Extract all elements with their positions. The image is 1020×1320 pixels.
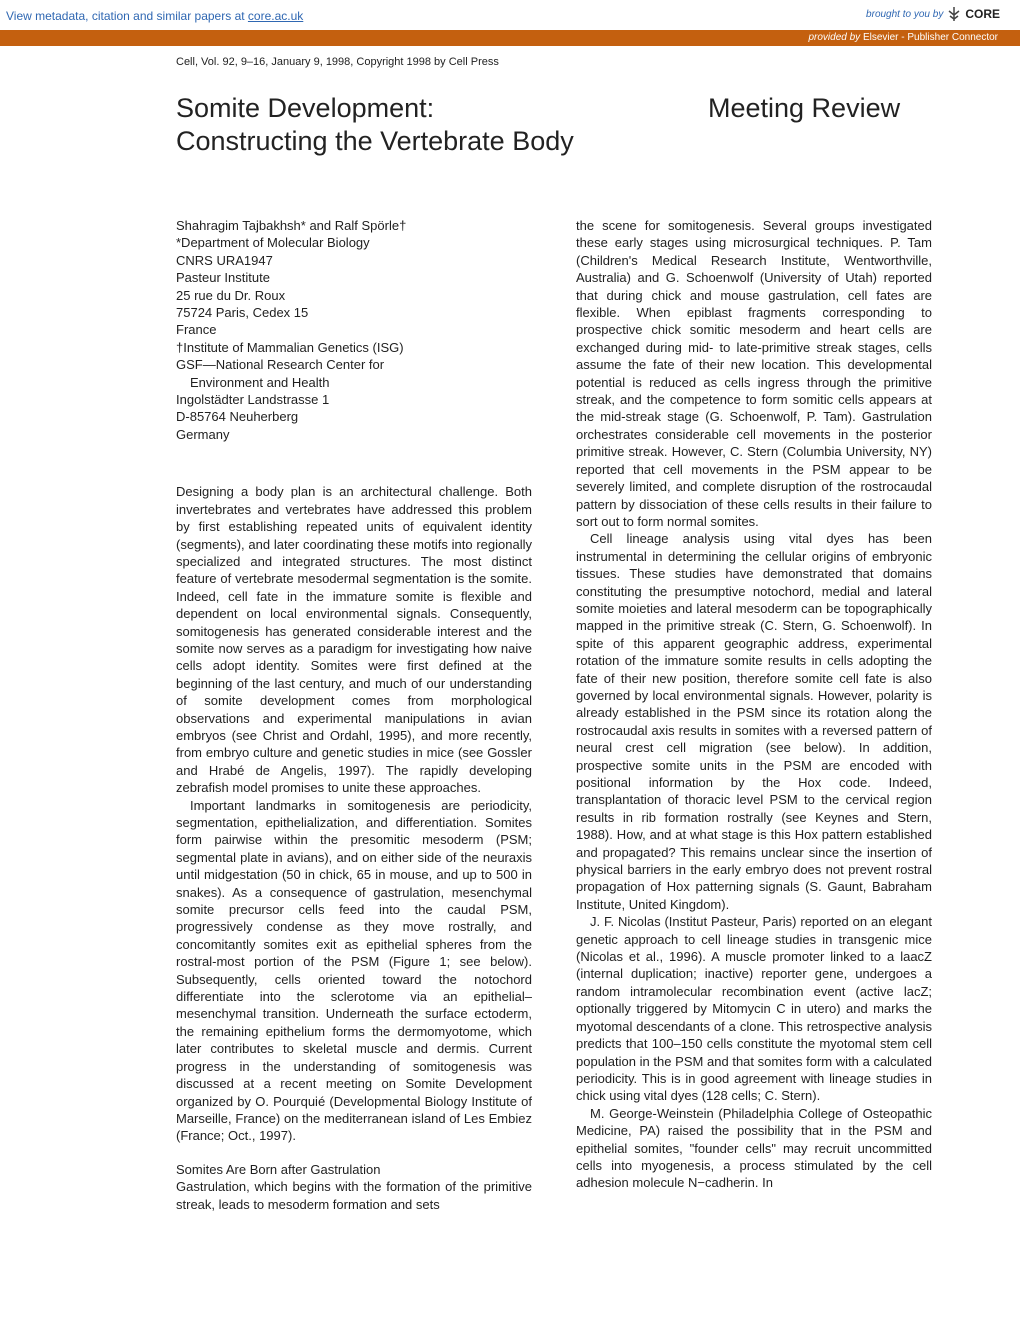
article-type: Meeting Review (708, 93, 901, 123)
journal-citation: Cell, Vol. 92, 9–16, January 9, 1998, Copyright 1998 by Cell Press (176, 56, 499, 68)
provided-by[interactable] (808, 32, 998, 43)
core-header-bar (0, 0, 1020, 30)
provider-bar (0, 30, 1020, 46)
article-title (176, 92, 574, 158)
title-line-1: Somite Development: (176, 93, 435, 123)
affiliation-line: *Department of Molecular Biology (176, 235, 370, 251)
affiliation-line: 25 rue du Dr. Roux (176, 287, 286, 303)
affiliations (176, 234, 532, 443)
brought-by-text: brought to you by (866, 8, 944, 20)
right-column (576, 217, 932, 1192)
affiliation-line: Germany (176, 426, 230, 442)
affiliation-line: GSF—National Research Center for (176, 357, 385, 373)
authors: Shahragim Tajbakhsh* and Ralf Spörle† (176, 218, 407, 233)
affiliation-line: Environment and Health (190, 374, 330, 390)
body-paragraph: Important landmarks in somitogenesis are periodicity, segmentation, epithelialization, and differentiation. Somites form pairwise within the presomitic mesoderm (PSM; segmental plate in avians), and on either side of the neuraxis until midgestation (50 in chick, 65 in mouse, and up to 500 in snakes). As a consequence of gastrulation, mesenchymal somite precursor cells feed into the caudal PSM, progressively condense as they move rostrally, and concomitantly somites exit as epithelial spheres from the rostral-most portion of the PSM (Figure 1; see below). Subsequently, cells oriented toward the notochord differentiate into the sclerotome via an epithelial–mesenchymal transition. Underneath the surface ectoderm, the remaining epithelium forms the dermomyotome, which later contributes to skeletal muscle and dermis. Current progress in the understanding of somitogenesis was discussed at a recent meeting on Somite Development organized by O. Pourquié (Developmental Biology Institute of Marseille, France) on the mediterranean island of Les Embiez (France; Oct., 1997). (176, 797, 532, 1144)
section-heading: Somites Are Born after Gastrulation (176, 1161, 381, 1177)
affiliation-line: †Institute of Mammalian Genetics (ISG) (176, 339, 404, 355)
core-link[interactable]: core.ac.uk (247, 9, 304, 23)
body-paragraph: Gastrulation, which begins with the formation of the primitive streak, leads to mesoderm formation and sets (176, 1179, 532, 1212)
affiliation-line: France (176, 322, 217, 338)
metadata-prefix: View metadata, citation and similar papers at (6, 9, 245, 23)
body-paragraph: M. George-Weinstein (Philadelphia College of Osteopathic Medicine, PA) raised the possibility that in the PSM and epithelial somites, "founder cells" may recruit uncommitted cells into myogenesis, a process stimulated by the cell adhesion molecule N−cadherin. In (576, 1105, 932, 1191)
affiliation-line: 75724 Paris, Cedex 15 (176, 305, 309, 321)
metadata-notice (6, 9, 303, 23)
body-paragraph: the scene for somitogenesis. Several groups investigated these early stages using microsurgical techniques. P. Tam (Children's Medical Research Institute, Wentworthville, Australia) and G. Schoenwolf (University of Utah) reported that during chick and mouse gastrulation, cell fates are flexible. When epiblast fragments corresponding to prospective chick somitic mesoderm and heart cells are exchanged during mid- to late-primitive streak stages, cells assume the fate of their new location. This developmental potential is reduced as cells ingress through the primitive streak, and the competence to form somitic cells appears at the mid-streak stage (G. Schoenwolf, P. Tam). Gastrulation orchestrates considerable cell movements in the posterior primitive streak. However, C. Stern (Columbia University, NY) reported that cell movements in the PSM appear to be severely limited, and complete disruption of the rostrocaudal pattern by dissociation of these cells results in their failure to sort out to form normal somites. (576, 218, 932, 529)
provided-by-prefix: provided by (808, 32, 861, 43)
affiliation-line: Ingolstädter Landstrasse 1 (176, 392, 330, 408)
affiliation-line: CNRS URA1947 (176, 252, 273, 268)
affiliation-line: Pasteur Institute (176, 270, 270, 286)
core-logo-icon (947, 6, 961, 22)
title-line-2: Constructing the Vertebrate Body (176, 126, 574, 156)
provider-name: Elsevier - Publisher Connector (862, 32, 998, 43)
affiliation-line: D-85764 Neuherberg (176, 409, 299, 425)
body-paragraph: J. F. Nicolas (Institut Pasteur, Paris) reported on an elegant genetic approach to cell lineage studies in transgenic mice (Nicolas et al., 1996). A muscle promoter linked to a laacZ (internal duplication; inactive) reporter gene, undergoes a random intramolecular recombination event (active lacZ; optionally triggered by Mitomycin C in utero) and marks the myotomal descendants of a clone. This retrospective analysis predicts that 100–150 cells constitute the myotomal stem cell population in the PSM and that somites form with a calculated periodicity. This is in good agreement with lineage studies in chick using vital dyes (128 cells; C. Stern). (576, 914, 932, 1104)
body-paragraph: Designing a body plan is an architectural challenge. Both invertebrates and vertebrates have addressed this problem by first establishing repeated units of equivalent identity (segments), and later coordinating these motifs into regionally specialized and integrated structures. The most distinct feature of vertebrate mesodermal segmentation is the somite. Indeed, cell fate in the immature somite is flexible and dependent on local environmental signals. Consequently, somitogenesis has generated considerable interest and the somite now serves as a paradigm for investigating how naive cells adopt identity. Somites were first defined at the beginning of the last century, and much of our understanding of somite development comes from morphological observations and experimental manipulations in avian embryos (see Christ and Ordahl, 1995), and more recently, from embryo culture and genetic studies in mice (see Gossler and Hrabé de Angelis, 1997). The rapidly developing zebrafish model promises to unite these approaches. (176, 484, 532, 796)
left-column (176, 217, 532, 1213)
core-brand[interactable] (866, 6, 1000, 22)
body-paragraph: Cell lineage analysis using vital dyes has been instrumental in determining the cellular origins of embryonic tissues. These studies have demonstrated that domains constituting the presumptive notochord, medial and lateral somite moieties and lateral mesoderm can be topographically mapped in the primitive streak (C. Stern, G. Schoenwolf). In spite of this apparent geographic address, experimental rotation of the immature somite results in cells adopting the fate of their new position, therefore somite cell fate is also governed by local environmental signals. However, polarity is already established in the PSM since its rotation along the rostrocaudal axis results in somites with a reversed pattern of neural crest cell migration (see below). In addition, prospective somite units in the PSM are encoded with positional information by the Hox code. Indeed, transplantation of thoracic level PSM to the cervical region results in rib formation rostrally (see Keynes and Stern, 1988). How, and at what stage is this Hox pattern established and propagated? This remains unclear since the insertion of physical barriers in the early embryo does not prevent rostral propagation of Hox patterning signals (S. Gaunt, Babraham Institute, United Kingdom). (576, 531, 932, 912)
core-label: CORE (965, 7, 1000, 21)
